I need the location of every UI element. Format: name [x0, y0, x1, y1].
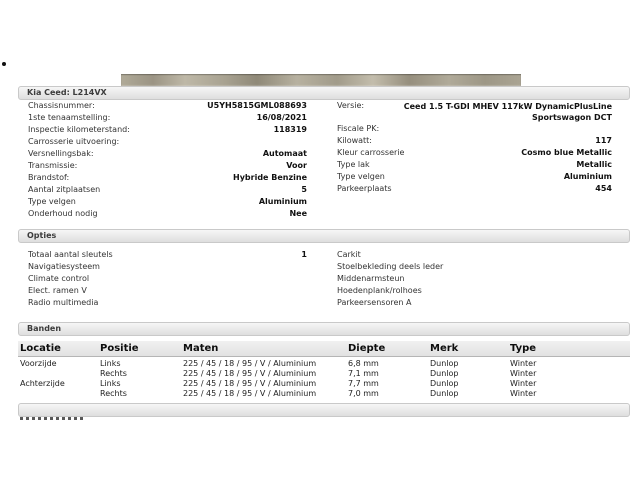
table-row: [18, 359, 630, 369]
detail-value: 118319: [273, 125, 307, 134]
cell-positie: Rechts: [100, 389, 127, 398]
detail-row: [337, 136, 612, 148]
option-row: [337, 262, 612, 274]
column-header: Maten: [183, 343, 219, 354]
column-header: Type: [510, 343, 537, 354]
detail-row: [337, 101, 612, 124]
section-opties: [18, 229, 630, 322]
option-row: [337, 250, 612, 262]
option-value: 1: [301, 250, 307, 259]
detail-row: [28, 101, 307, 113]
column-header: Merk: [430, 343, 459, 354]
detail-label: Brandstof:: [28, 173, 70, 182]
cell-merk: Dunlop: [430, 359, 459, 368]
detail-row: [28, 209, 307, 221]
cell-maten: 225 / 45 / 18 / 95 / V / Aluminium: [183, 359, 317, 368]
detail-label: Parkeerplaats: [337, 184, 392, 193]
detail-label: Type velgen: [28, 197, 76, 206]
detail-value: U5YH5815GML088693: [207, 101, 307, 110]
section-vehicle: [18, 86, 630, 229]
vehicle-details-left: [28, 101, 307, 221]
cell-maten: 225 / 45 / 18 / 95 / V / Aluminium: [183, 369, 317, 378]
detail-label: Inspectie kilometerstand:: [28, 125, 130, 134]
banden-title: Banden: [27, 324, 62, 333]
detail-value: Aluminium: [258, 197, 307, 206]
detail-label: 1ste tenaamstelling:: [28, 113, 111, 122]
option-row: [337, 286, 612, 298]
detail-row: [28, 125, 307, 137]
cell-type: Winter: [510, 379, 537, 388]
cell-type: Winter: [510, 359, 537, 368]
option-row: [337, 298, 612, 310]
detail-value: Nee: [289, 209, 307, 218]
option-label: Hoedenplank/rolhoes: [337, 286, 422, 295]
option-row: [28, 262, 307, 274]
detail-row: [337, 160, 612, 172]
detail-row: [28, 173, 307, 185]
cell-positie: Links: [100, 379, 121, 388]
detail-label: Aantal zitplaatsen: [28, 185, 101, 194]
cell-merk: Dunlop: [430, 389, 459, 398]
option-row: [28, 286, 307, 298]
cell-positie: Links: [100, 359, 121, 368]
detail-label: Onderhoud nodig: [28, 209, 98, 218]
detail-value: Cosmo blue Metallic: [521, 148, 612, 157]
detail-value: Ceed 1.5 T-GDI MHEV 117kW DynamicPlusLine Sportswagon DCT: [403, 102, 612, 122]
opties-list-left: [28, 250, 307, 310]
table-row: [18, 369, 630, 379]
detail-row: [28, 185, 307, 197]
option-row: [28, 250, 307, 262]
detail-value: Hybride Benzine: [233, 173, 307, 182]
detail-value: 454: [595, 184, 612, 193]
option-row: [28, 274, 307, 286]
column-header: Locatie: [20, 343, 61, 354]
option-label: Radio multimedia: [28, 298, 99, 307]
detail-row: [337, 184, 612, 196]
table-row: [18, 389, 630, 399]
option-label: Stoelbekleding deels leder: [337, 262, 444, 271]
section-truncated: [18, 403, 630, 417]
detail-label: Type velgen: [337, 172, 385, 181]
detail-row: [28, 197, 307, 209]
detail-row: [337, 148, 612, 160]
detail-row: [337, 124, 612, 136]
detail-value: Aluminium: [563, 172, 612, 181]
cell-diepte: 7,0 mm: [348, 389, 379, 398]
cell-merk: Dunlop: [430, 369, 459, 378]
cell-maten: 225 / 45 / 18 / 95 / V / Aluminium: [183, 389, 317, 398]
detail-row: [28, 113, 307, 125]
section-banden: [18, 322, 630, 403]
vehicle-photo-strip: [121, 74, 521, 86]
cell-type: Winter: [510, 369, 537, 378]
detail-row: [337, 172, 612, 184]
opties-title: Opties: [27, 231, 57, 240]
cell-merk: Dunlop: [430, 379, 459, 388]
detail-row: [28, 161, 307, 173]
detail-value: Automaat: [262, 149, 307, 158]
column-header: Diepte: [348, 343, 386, 354]
detail-label: Transmissie:: [28, 161, 78, 170]
table-row: [18, 379, 630, 389]
detail-label: Chassisnummer:: [28, 101, 95, 110]
detail-label: Versie:: [337, 101, 365, 110]
cell-locatie: Voorzijde: [20, 359, 57, 368]
bullet-icon: [2, 62, 6, 66]
detail-label: Carrosserie uitvoering:: [28, 137, 120, 146]
detail-row: [28, 149, 307, 161]
detail-label: Kilowatt:: [337, 136, 372, 145]
detail-label: Type lak: [337, 160, 370, 169]
vehicle-header-bar: [18, 86, 630, 100]
cell-diepte: 6,8 mm: [348, 359, 379, 368]
opties-header-bar: [18, 229, 630, 243]
cell-positie: Rechts: [100, 369, 127, 378]
vehicle-title: Kia Ceed: L214VX: [27, 88, 107, 97]
detail-row: [28, 137, 307, 149]
detail-value: Voor: [286, 161, 307, 170]
vehicle-details-right: [337, 101, 612, 196]
cell-diepte: 7,7 mm: [348, 379, 379, 388]
truncated-text-fragment: [20, 417, 86, 420]
detail-value: 117: [595, 136, 612, 145]
opties-list-right: [337, 250, 612, 310]
option-label: Carkit: [337, 250, 361, 259]
tire-table-header: [18, 341, 630, 357]
detail-value: Metallic: [576, 160, 612, 169]
detail-value: 16/08/2021: [256, 113, 307, 122]
cell-locatie: Achterzijde: [20, 379, 65, 388]
option-label: Parkeersensoren A: [337, 298, 412, 307]
detail-label: Versnellingsbak:: [28, 149, 94, 158]
option-label: Elect. ramen V: [28, 286, 87, 295]
column-header: Positie: [100, 343, 139, 354]
truncated-header-bar: [18, 403, 630, 417]
detail-label: Kleur carrosserie: [337, 148, 405, 157]
option-label: Totaal aantal sleutels: [28, 250, 113, 259]
banden-header-bar: [18, 322, 630, 336]
option-row: [28, 298, 307, 310]
option-row: [337, 274, 612, 286]
option-label: Climate control: [28, 274, 90, 283]
option-label: Navigatiesysteem: [28, 262, 100, 271]
cell-diepte: 7,1 mm: [348, 369, 379, 378]
detail-value: 5: [301, 185, 307, 194]
option-label: Middenarmsteun: [337, 274, 405, 283]
cell-maten: 225 / 45 / 18 / 95 / V / Aluminium: [183, 379, 317, 388]
detail-label: Fiscale PK:: [337, 124, 380, 133]
cell-type: Winter: [510, 389, 537, 398]
